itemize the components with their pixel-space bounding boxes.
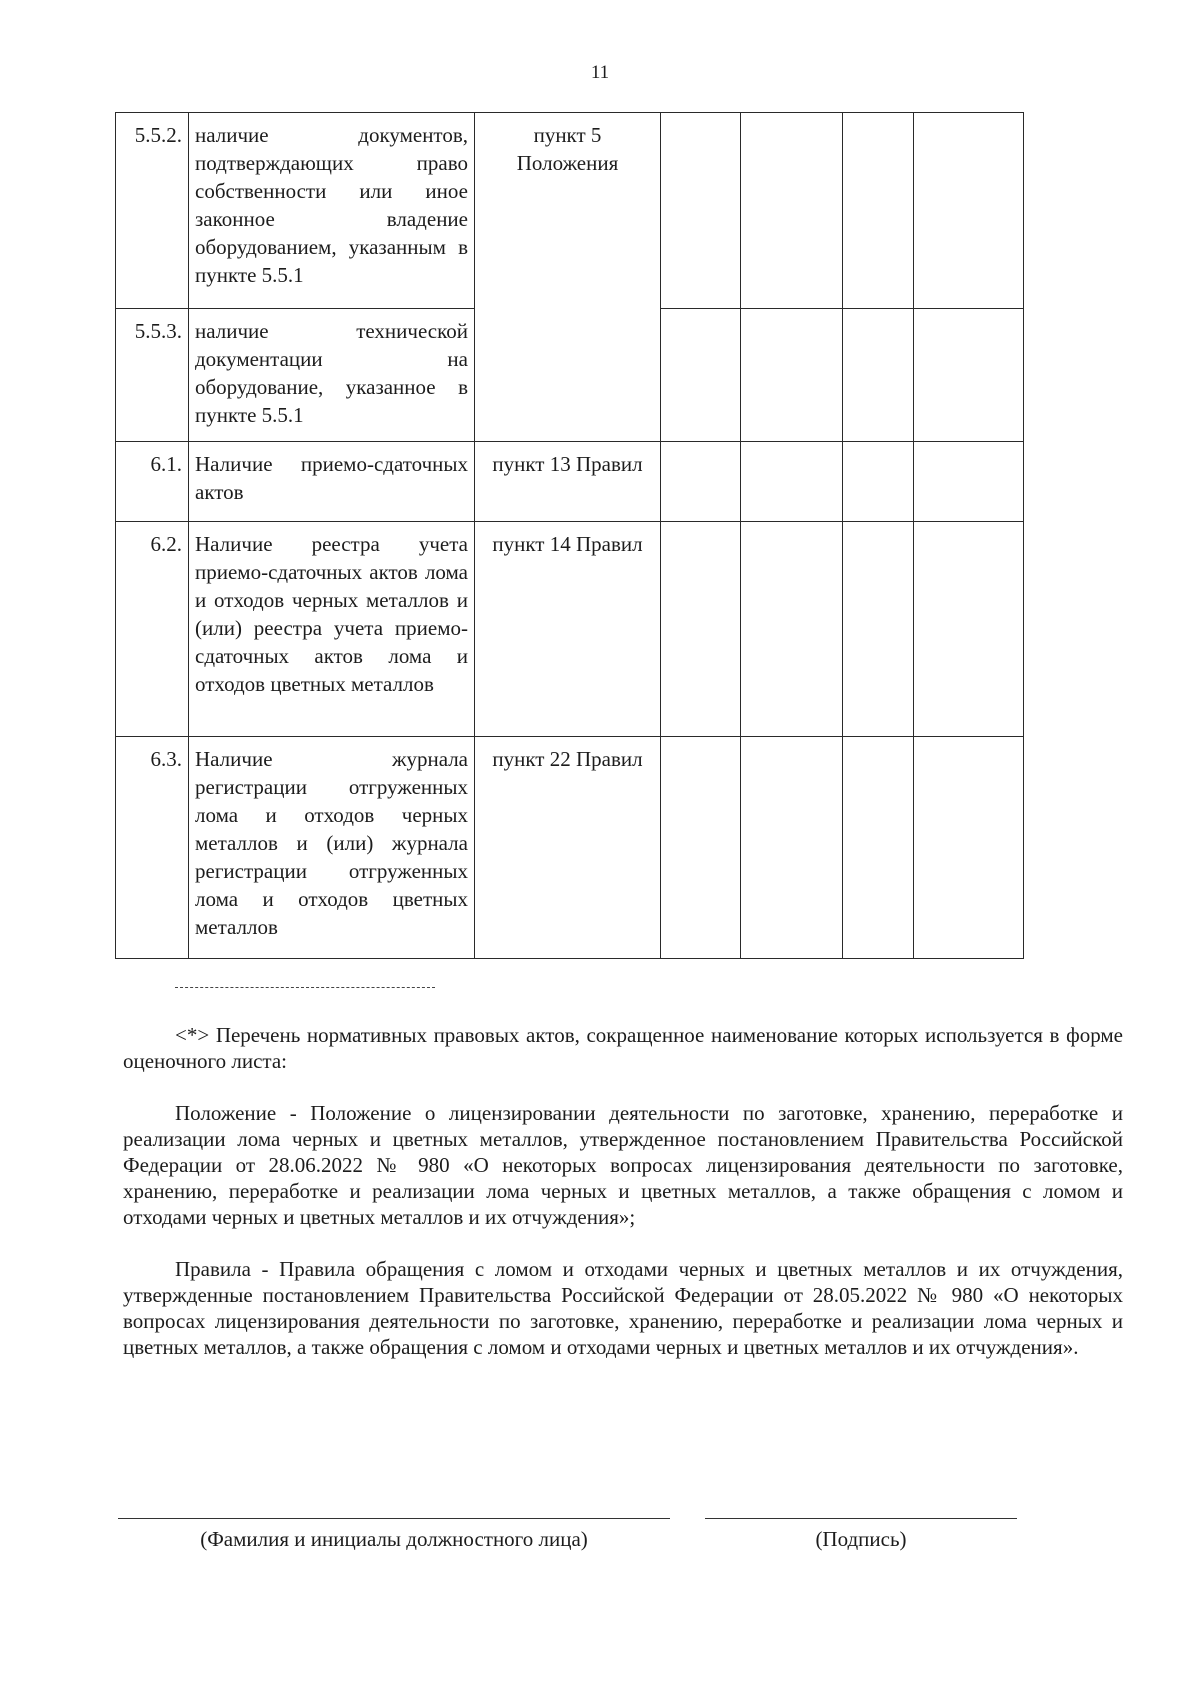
- checklist-table: [115, 112, 1024, 959]
- footnote-separator: [175, 987, 435, 988]
- page-number: 11: [590, 62, 610, 83]
- table-row: [116, 522, 1024, 737]
- answer-cell: [661, 113, 741, 309]
- answer-cell: [843, 522, 914, 737]
- requirement-text: Наличие журнала регистрации отгруженных лома и отходов черных металлов и (или) журнала регистрации отгруженных лома и отходов цветных металлов: [189, 737, 475, 959]
- table-row: [116, 442, 1024, 522]
- footnotes: [123, 1022, 1123, 1386]
- answer-cell: [914, 522, 1024, 737]
- answer-cell: [741, 113, 843, 309]
- answer-cell: [843, 309, 914, 442]
- signature-label: (Подпись): [815, 1527, 907, 1551]
- legal-reference: пункт 5 Положения: [475, 113, 661, 442]
- answer-cell: [914, 113, 1024, 309]
- requirement-text: Наличие приемо-сдаточных актов: [189, 442, 475, 522]
- table-row: [116, 737, 1024, 959]
- answer-cell: [914, 442, 1024, 522]
- answer-cell: [741, 737, 843, 959]
- name-label: (Фамилия и инициалы должностного лица): [200, 1527, 588, 1551]
- answer-cell: [843, 737, 914, 959]
- answer-cell: [741, 522, 843, 737]
- answer-cell: [741, 309, 843, 442]
- row-number: 6.3.: [116, 737, 189, 959]
- name-signature-line: [118, 1518, 670, 1519]
- requirement-text: наличие документов, подтверждающих право собственности или иное законное владение оборудованием, указанным в пункте 5.5.1: [189, 113, 475, 309]
- requirement-text: наличие технической документации на оборудование, указанное в пункте 5.5.1: [189, 309, 475, 442]
- requirement-text: Наличие реестра учета приемо-сдаточных актов лома и отходов черных металлов и (или) реестра учета приемо-сдаточных актов лома и отходов цветных металлов: [189, 522, 475, 737]
- answer-cell: [661, 309, 741, 442]
- row-number: 6.1.: [116, 442, 189, 522]
- signature-line: [705, 1518, 1017, 1519]
- footnote-pravila: Правила - Правила обращения с ломом и отходами черных и цветных металлов и их отчуждения, утвержденные постановлением Правительства Российской Федерации от 28.05.2022 № 980 «О некоторых вопросах лицензирования деятельности по заготовке, хранению, переработке и реализации лома черных и цветных металлов, а также обращения с ломом и отходами черных и цветных металлов и их отчуждения».: [123, 1257, 1123, 1359]
- legal-reference: пункт 13 Правил: [475, 442, 661, 522]
- row-number: 5.5.3.: [116, 309, 189, 442]
- row-number: 5.5.2.: [116, 113, 189, 309]
- answer-cell: [661, 737, 741, 959]
- legal-reference: пункт 14 Правил: [475, 522, 661, 737]
- answer-cell: [741, 442, 843, 522]
- row-number: 6.2.: [116, 522, 189, 737]
- table-row: [116, 113, 1024, 309]
- answer-cell: [914, 309, 1024, 442]
- answer-cell: [661, 522, 741, 737]
- answer-cell: [661, 442, 741, 522]
- legal-reference: пункт 22 Правил: [475, 737, 661, 959]
- answer-cell: [914, 737, 1024, 959]
- answer-cell: [843, 442, 914, 522]
- answer-cell: [843, 113, 914, 309]
- footnote-intro: <*> Перечень нормативных правовых актов, сокращенное наименование которых используется в форме оценочного листа:: [123, 1023, 1123, 1073]
- footnote-polozhenie: Положение - Положение о лицензировании деятельности по заготовке, хранению, переработке и реализации лома черных и цветных металлов, утвержденное постановлением Правительства Российской Федерации от 28.06.2022 № 980 «О некоторых вопросах лицензирования деятельности по заготовке, хранению, переработке и реализации лома черных и цветных металлов, а также обращения с ломом и отходами черных и цветных металлов и их отчуждения»;: [123, 1101, 1123, 1229]
